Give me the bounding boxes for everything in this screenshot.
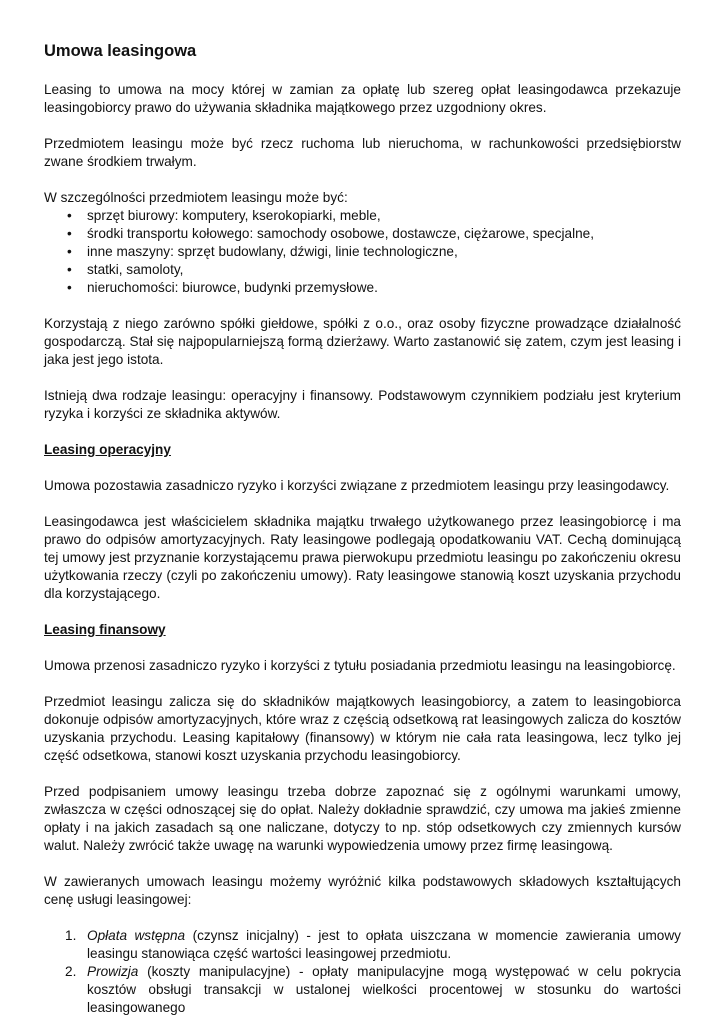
paragraph-before-signing: Przed podpisaniem umowy leasingu trzeba dobrze zapoznać się z ogólnymi warunkami umowy, zwłaszcza w części odnoszącej się do opłat. Należy dokładnie sprawdzić, czy umowa ma jakieś zmienne opłaty i na jakich zasadach są one naliczane, dotyczy to np. stóp odsetkowych czy zmiennych kursów walut. Należy zwrócić także uwagę na warunki wypowiedzenia umowy przez firmę leasingową.	[44, 784, 681, 853]
paragraph-list-intro: W szczególności przedmiotem leasingu może być:	[44, 190, 348, 205]
paragraph-types: Istnieją dwa rodzaje leasingu: operacyjny i finansowy. Podstawowym czynnikiem podziału jest kryterium ryzyka i korzyści ze składnika aktywów.	[44, 388, 681, 421]
list-item: • środki transportu kołowego: samochody osobowe, dostawcze, ciężarowe, specjalne,	[87, 225, 681, 243]
paragraph-operating-risk: Umowa pozostawia zasadniczo ryzyko i korzyści związane z przedmiotem leasingu przy leasingodawcy.	[44, 478, 670, 493]
paragraph-users: Korzystają z niego zarówno spółki giełdowe, spółki z o.o., oraz osoby fizyczne prowadzące działalność gospodarczą. Stał się najpopularniejszą formą dzierżawy. Warto zastanowić się zatem, czym jest leasing i jaka jest jego istota.	[44, 316, 681, 367]
list-item: • inne maszyny: sprzęt budowlany, dźwigi, linie technologiczne,	[87, 243, 681, 261]
document-title: Umowa leasingowa	[44, 42, 197, 60]
paragraph-subject: Przedmiotem leasingu może być rzecz ruchoma lub nieruchoma, w rachunkowości przedsiębiorstw zwane środkiem trwałym.	[44, 136, 681, 169]
paragraph-finance-risk: Umowa przenosi zasadniczo ryzyko i korzyści z tytułu posiadania przedmiotu leasingu na leasingobiorcę.	[44, 658, 676, 673]
paragraph-finance-details: Przedmiot leasingu zalicza się do składników majątkowych leasingobiorcy, a zatem to leasingobiorca dokonuje odpisów amortyzacyjnych, które wraz z częścią odsetkową rat leasingowych zalicza do kosztów uzyskania przychodu. Leasing kapitałowy (finansowy) w którym nie cała rata leasingowa, lecz tylko jej część odsetkowa, stanowi koszt uzyskania przychodu leasingobiorcy.	[44, 694, 681, 763]
paragraph-components-intro: W zawieranych umowach leasingu możemy wyróżnić kilka podstawowych składowych kształtujących cenę usługi leasingowej:	[44, 874, 681, 907]
numbered-list	[44, 927, 681, 1017]
heading-finance-lease: Leasing finansowy	[44, 622, 166, 637]
list-item	[87, 927, 681, 963]
list-item: • sprzęt biurowy: komputery, kserokopiarki, meble,	[87, 207, 681, 225]
list-item-text: (czynsz inicjalny) - jest to opłata uiszczana w momencie zawierania umowy leasingu stanowiąca część wartości leasingowej przedmiotu.	[87, 928, 681, 961]
list-item	[87, 963, 681, 1017]
list-item: • nieruchomości: biurowce, budynki przemysłowe.	[87, 279, 681, 297]
paragraph-definition: Leasing to umowa na mocy której w zamian za opłatę lub szereg opłat leasingodawca przekazuje leasingobiorcy prawo do używania składnika majątkowego przez uzgodniony okres.	[44, 82, 681, 115]
list-item-term: Opłata wstępna	[87, 928, 186, 943]
paragraph-operating-details: Leasingodawca jest właścicielem składnika majątku trwałego użytkowanego przez leasingobiorcę i ma prawo do odpisów amortyzacyjnych. Raty leasingowe podlegają opodatkowaniu VAT. Cechą dominującą tej umowy jest przyznanie korzystającemu prawa pierwokupu przedmiotu leasingu po zakończeniu okresu użytkowania rzeczy (czyli po zakończeniu umowy). Raty leasingowe stanowią koszt uzyskania przychodu dla korzystającego.	[44, 514, 681, 601]
bullet-list	[44, 207, 681, 297]
heading-operating-lease: Leasing operacyjny	[44, 442, 171, 457]
list-item-term: Prowizja	[87, 964, 139, 979]
list-item: • statki, samoloty,	[87, 261, 681, 279]
list-item-text: (koszty manipulacyjne) - opłaty manipulacyjne mogą występować w celu pokrycia kosztów obsługi transakcji w ustalonej wielkości procentowej w stosunku do wartości leasingowanego	[87, 964, 681, 1015]
